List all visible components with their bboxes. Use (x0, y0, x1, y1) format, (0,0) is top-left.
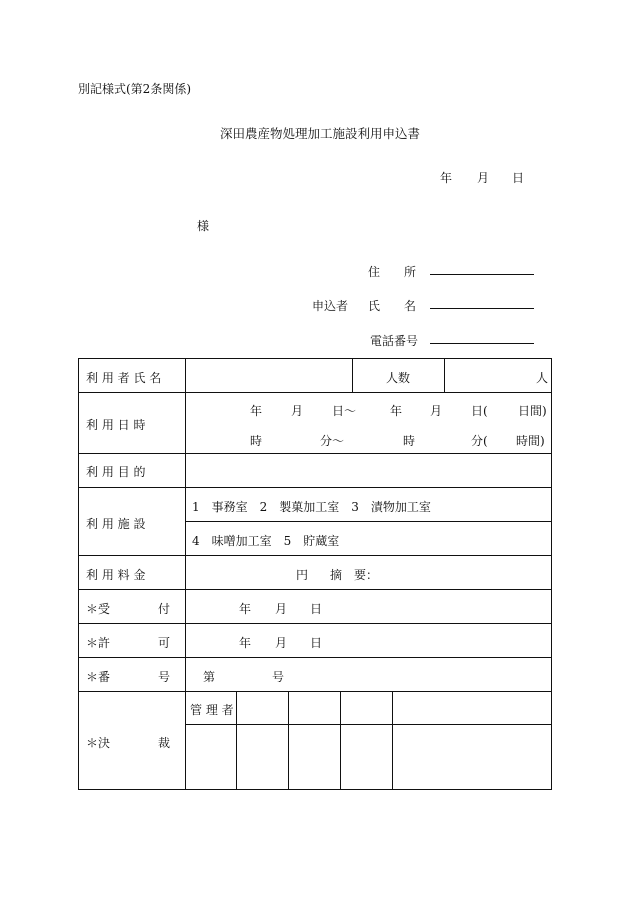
permission-year: 年 (239, 636, 252, 650)
number-label: ＊番 号 (86, 670, 171, 684)
people-unit: 人 (536, 371, 549, 385)
facility-options-line2[interactable]: 4 味噌加工室 5 貯蔵室 (192, 534, 340, 548)
purpose-field[interactable] (186, 454, 551, 487)
number-suffix: 号 (272, 670, 285, 684)
dt-year1: 年 (250, 404, 263, 418)
fee-label: 利 用 料 金 (86, 568, 146, 582)
phone-label: 電話番号 (370, 334, 419, 348)
document-title: 深田農産物処理加工施設利用申込書 (220, 126, 421, 141)
reception-label: ＊受 付 (86, 602, 171, 616)
dt-month1: 月 (291, 404, 304, 418)
name-field[interactable] (430, 308, 534, 309)
user-name-field[interactable] (186, 359, 352, 392)
date-year-label: 年 (440, 171, 453, 185)
facility-label: 利 用 施 設 (86, 517, 146, 531)
dt-year2: 年 (390, 404, 403, 418)
dt-month2: 月 (430, 404, 443, 418)
tm-min1: 分〜 (320, 434, 345, 448)
purpose-label: 利 用 目 的 (86, 465, 146, 479)
name-label: 氏 名 (368, 299, 417, 313)
people-count-label: 人数 (386, 371, 411, 385)
permission-label: ＊許 可 (86, 636, 171, 650)
date-month-label: 月 (477, 171, 490, 185)
tm-hour2: 時 (403, 434, 416, 448)
dt-day2: 日( (471, 404, 488, 418)
dt-day1: 日〜 (332, 404, 357, 418)
phone-field[interactable] (430, 343, 534, 344)
manager-label: 管 理 者 (190, 703, 234, 717)
tm-hour1: 時 (250, 434, 263, 448)
permission-day: 日 (310, 636, 323, 650)
tm-hours: 時間) (516, 434, 545, 448)
form-note: 別記様式(第2条関係) (78, 82, 191, 96)
date-day-label: 日 (512, 171, 525, 185)
user-name-label: 利 用 者 氏 名 (86, 371, 162, 385)
facility-options-line1[interactable]: 1 事務室 2 製菓加工室 3 漬物加工室 (192, 500, 431, 514)
tm-min2: 分( (471, 434, 488, 448)
datetime-label: 利 用 日 時 (86, 418, 146, 432)
decision-label: ＊決 裁 (86, 736, 171, 750)
permission-month: 月 (275, 636, 288, 650)
number-prefix: 第 (203, 670, 216, 684)
fee-unit: 円 (296, 568, 309, 582)
reception-year: 年 (239, 602, 252, 616)
remarks-label: 摘 要： (330, 568, 379, 582)
address-label: 住 所 (368, 265, 417, 279)
reception-day: 日 (310, 602, 323, 616)
address-field[interactable] (430, 274, 534, 275)
reception-month: 月 (275, 602, 288, 616)
dt-days: 日間) (518, 404, 547, 418)
applicant-group-label: 申込者 (312, 299, 349, 313)
addressee-suffix: 様 (197, 219, 210, 233)
